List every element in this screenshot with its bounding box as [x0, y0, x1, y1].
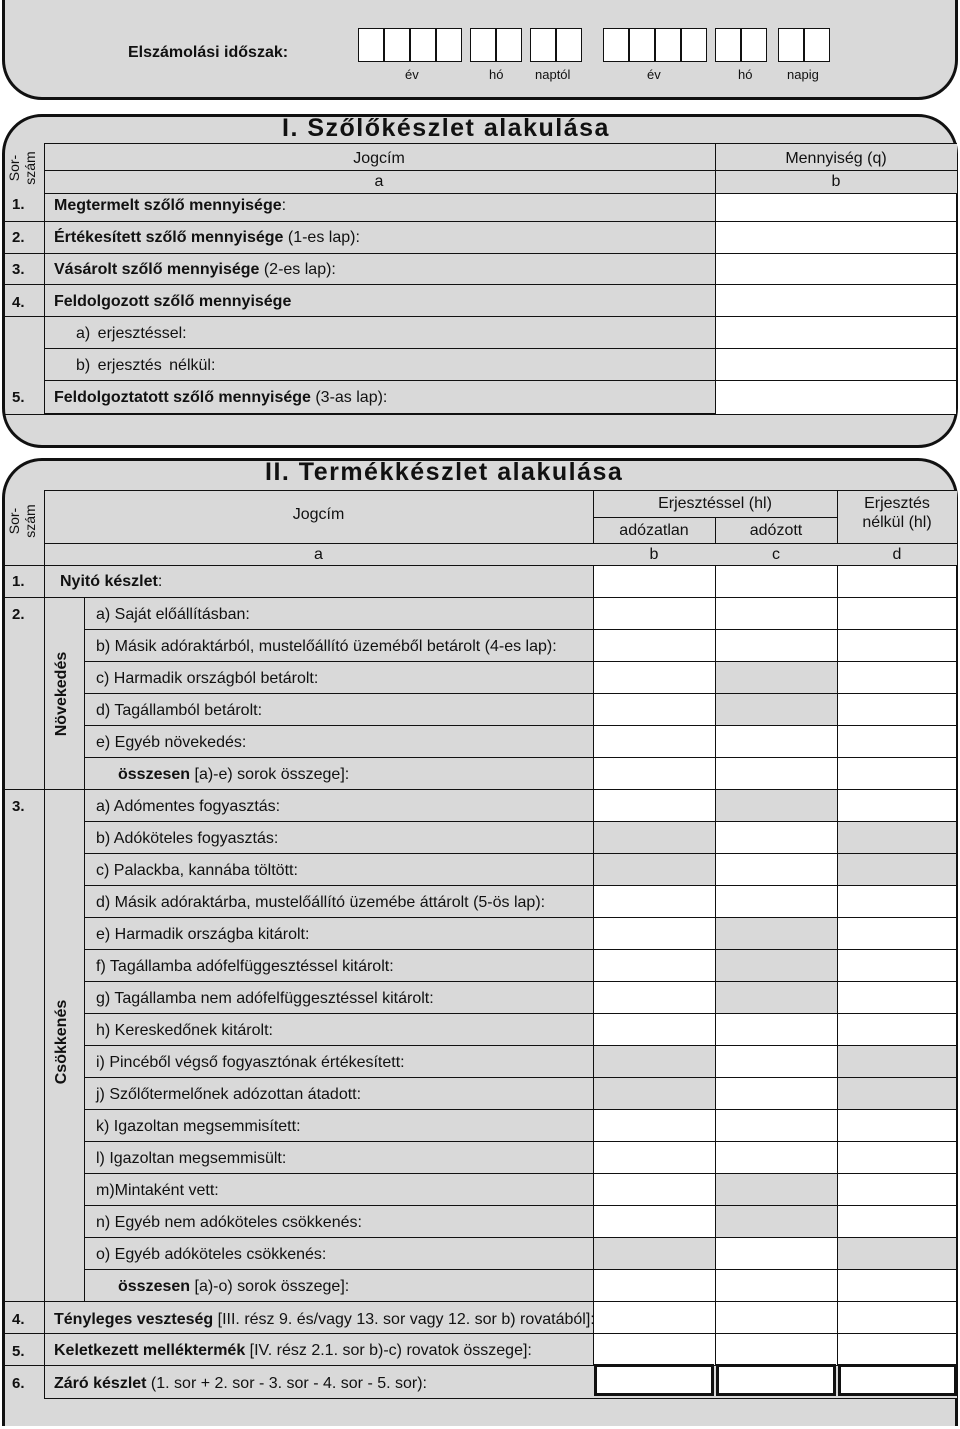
- section2-value-cell-c[interactable]: [715, 629, 838, 662]
- section2-col-b: b: [649, 546, 659, 563]
- section2-value-cell-c: [715, 917, 838, 950]
- section2-value-cell-c[interactable]: [715, 725, 838, 758]
- section2-value-cell-c[interactable]: [715, 1141, 838, 1174]
- section2-value-cell-d: [837, 1045, 957, 1078]
- section2-value-cell-d: [837, 821, 957, 854]
- section2-value-cell-c[interactable]: [715, 885, 838, 918]
- section2-col-d: d: [892, 546, 902, 563]
- section2-value-cell-b[interactable]: [593, 725, 716, 758]
- section2-sorszam-text: Sor- szám: [6, 504, 38, 538]
- csokkenes-row-label: g) Tagállamba nem adófelfüggesztéssel kitárolt:: [96, 990, 434, 1007]
- section1-col-mennyiseg: Mennyiség (q): [785, 150, 887, 167]
- section2-title: II. Termékkészlet alakulása: [265, 458, 624, 486]
- section2-row1-value-c[interactable]: [715, 565, 838, 598]
- section2-value-cell-d[interactable]: [837, 1269, 957, 1302]
- section2-value-cell-d[interactable]: [837, 789, 957, 822]
- section2-row1-label: Nyitó készlet:: [60, 573, 163, 590]
- csokkenes-total-label: összesen [a)-o) sorok összege]:: [118, 1278, 350, 1295]
- section2-value-cell-b[interactable]: [593, 789, 716, 822]
- section2-value-cell-b: [593, 1045, 716, 1078]
- section2-value-cell-b[interactable]: [593, 885, 716, 918]
- caption-ev-to: év: [647, 67, 661, 82]
- csokkenes-row-label: c) Palackba, kannába töltött:: [96, 862, 298, 879]
- section2-value-cell-c[interactable]: [715, 821, 838, 854]
- section2-value-cell-c[interactable]: [715, 597, 838, 630]
- section2-value-cell-d[interactable]: [837, 597, 957, 630]
- zaro-keszlet-value-d[interactable]: [838, 1364, 957, 1396]
- section1-row-label: Feldolgoztatott szőlő mennyisége (3-as lap):: [54, 389, 388, 406]
- section2-value-cell-c[interactable]: [715, 853, 838, 886]
- section1-row-label: Feldolgozott szőlő mennyisége: [54, 293, 292, 310]
- section2-value-cell-b: [593, 1237, 716, 1270]
- csokkenes-row-label: o) Egyéb adóköteles csökkenés:: [96, 1246, 327, 1263]
- section2-col-adozott: adózott: [749, 522, 803, 539]
- section2-row-num: 1.: [12, 573, 25, 590]
- section2-value-cell-d: [837, 1237, 957, 1270]
- section2-value-cell-d[interactable]: [837, 1013, 957, 1046]
- section1-value-4b[interactable]: [715, 348, 957, 381]
- section2-value-cell-b[interactable]: [593, 917, 716, 950]
- section2-bottom-row-label: Keletkezett melléktermék [IV. rész 2.1. sor b)-c) rovatok összege]:: [54, 1342, 532, 1359]
- section2-value-cell-d: [837, 853, 957, 886]
- section2-col-c: c: [772, 546, 780, 563]
- day-to-digit-2[interactable]: [804, 28, 830, 62]
- section2-value-cell-d[interactable]: [837, 661, 957, 694]
- section2-value-cell-d[interactable]: [837, 1205, 957, 1238]
- section2-col-erjesztes-nelkul-2: nélkül (hl): [862, 514, 932, 531]
- section1-row-num: 1.: [12, 196, 25, 213]
- section2-row1-value-b[interactable]: [593, 565, 716, 598]
- section2-value-cell-b[interactable]: [593, 1333, 716, 1366]
- caption-ho-from: hó: [489, 67, 504, 82]
- novekedes-label: Növekedés: [53, 651, 70, 737]
- section2-value-cell-d[interactable]: [837, 917, 957, 950]
- section2-value-cell-b[interactable]: [593, 661, 716, 694]
- section2-row-num: 6.: [12, 1375, 25, 1392]
- section1-row-num: 4.: [12, 294, 25, 311]
- section2-value-cell-b: [593, 1077, 716, 1110]
- section2-value-cell-d: [837, 1077, 957, 1110]
- month-from-digit-1[interactable]: [470, 28, 496, 62]
- section1-row-label: Megtermelt szőlő mennyisége:: [54, 197, 287, 214]
- novekedes-total-label: összesen [a)-e) sorok összege]:: [118, 766, 350, 783]
- caption-ho-to: hó: [738, 67, 753, 82]
- section2-value-cell-d[interactable]: [837, 1333, 957, 1366]
- csokkenes-row-label: l) Igazoltan megsemmisült:: [96, 1150, 287, 1167]
- section2-value-cell-d[interactable]: [837, 757, 957, 790]
- csokkenes-row-label: k) Igazoltan megsemmisített:: [96, 1118, 301, 1135]
- section1-value-4[interactable]: [715, 284, 957, 317]
- section2-value-cell-b[interactable]: [593, 949, 716, 982]
- section2-sorszam: [6, 492, 42, 550]
- section2-value-cell-d[interactable]: [837, 885, 957, 918]
- section2-value-cell-d[interactable]: [837, 693, 957, 726]
- section1-value-5[interactable]: [715, 380, 957, 415]
- year-to-digit-2[interactable]: [629, 28, 655, 62]
- csokkenes-row-label: e) Harmadik országba kitárolt:: [96, 926, 310, 943]
- section2-value-cell-b[interactable]: [593, 597, 716, 630]
- period-label: Elszámolási időszak:: [128, 44, 289, 61]
- section1-row-num: 2.: [12, 229, 25, 246]
- novekedes-row-label: a) Saját előállításban:: [96, 606, 250, 623]
- section2-row1-value-d[interactable]: [837, 565, 957, 598]
- section1-value-2[interactable]: [715, 221, 957, 254]
- year-from-digit-4[interactable]: [436, 28, 462, 62]
- year-to-digit-1[interactable]: [603, 28, 629, 62]
- csokkenes-row-label: d) Másik adóraktárba, mustelőállító üzemébe áttárolt (5-ös lap):: [96, 894, 546, 911]
- section1-header-line: [44, 170, 957, 171]
- section2-header-line: [44, 543, 957, 544]
- section2-value-cell-c: [715, 661, 838, 694]
- csokkenes-row-label: m)Mintaként vett:: [96, 1182, 219, 1199]
- section1-col-b: b: [831, 173, 841, 190]
- section2-value-cell-b[interactable]: [593, 1109, 716, 1142]
- novekedes-row-label: e) Egyéb növekedés:: [96, 734, 247, 751]
- section2-bottom-row-label: Záró készlet (1. sor + 2. sor - 3. sor - 4. sor - 5. sor):: [54, 1375, 427, 1392]
- novekedes-row-label: d) Tagállamból betárolt:: [96, 702, 263, 719]
- year-from-digit-1[interactable]: [358, 28, 384, 62]
- year-to-digit-3[interactable]: [655, 28, 681, 62]
- year-from-digit-2[interactable]: [384, 28, 410, 62]
- section1-row-num: 3.: [12, 261, 25, 278]
- section2-value-cell-c[interactable]: [715, 1301, 838, 1334]
- section1-title: I. Szőlőkészlet alakulása: [282, 114, 610, 142]
- section2-value-cell-d[interactable]: [837, 725, 957, 758]
- section2-value-cell-b[interactable]: [593, 1141, 716, 1174]
- caption-naptol: naptól: [535, 67, 571, 82]
- caption-ev-from: év: [405, 67, 419, 82]
- section1-row-label: Értékesített szőlő mennyisége (1-es lap):: [54, 229, 360, 246]
- zaro-keszlet-value-c[interactable]: [716, 1364, 836, 1396]
- day-from-digit-1[interactable]: [530, 28, 556, 62]
- section2-col-erjesztes-nelkul: Erjesztés: [864, 495, 930, 512]
- section2-value-cell-c[interactable]: [715, 1077, 838, 1110]
- section2-value-cell-c: [715, 1205, 838, 1238]
- section1-col-jogcim: Jogcím: [353, 150, 405, 167]
- section2-value-cell-b[interactable]: [593, 629, 716, 662]
- section1-value-1[interactable]: [715, 193, 957, 222]
- section2-bottom-row-label: Tényleges veszteség [III. rész 9. és/vagy 13. sor vagy 12. sor b) rovatából]:: [54, 1311, 595, 1328]
- section2-value-cell-c[interactable]: [715, 1109, 838, 1142]
- section2-value-cell-b[interactable]: [593, 1205, 716, 1238]
- section1-row-num: 5.: [12, 389, 25, 406]
- section2-col-a: a: [314, 546, 323, 563]
- year-to-digit-4[interactable]: [681, 28, 707, 62]
- section2-value-cell-c: [715, 981, 838, 1014]
- csokkenes-row-label: f) Tagállamba adófelfüggesztéssel kitárolt:: [96, 958, 394, 975]
- month-from-digit-2[interactable]: [496, 28, 522, 62]
- csokkenes-row-label: i) Pincéből végső fogyasztónak értékesített:: [96, 1054, 405, 1071]
- section1-row-label: Vásárolt szőlő mennyisége (2-es lap):: [54, 261, 336, 278]
- section2-value-cell-b[interactable]: [593, 1013, 716, 1046]
- section2-value-cell-c[interactable]: [715, 1045, 838, 1078]
- novekedes-row-label: b) Másik adóraktárból, mustelőállító üzeméből betárolt (4-es lap):: [96, 638, 557, 655]
- section2-row-num: 2.: [12, 606, 25, 623]
- csokkenes-label: Csökkenés: [53, 999, 70, 1085]
- caption-napig: napig: [787, 67, 819, 82]
- zaro-keszlet-value-b[interactable]: [594, 1364, 714, 1396]
- section2-value-cell-d[interactable]: [837, 1301, 957, 1334]
- section2-value-cell-d[interactable]: [837, 981, 957, 1014]
- section2-value-cell-b[interactable]: [593, 1301, 716, 1334]
- section2-value-cell-b[interactable]: [593, 1269, 716, 1302]
- day-to-digit-1[interactable]: [778, 28, 804, 62]
- section1-value-3[interactable]: [715, 253, 957, 285]
- section1-value-4a[interactable]: [715, 316, 957, 349]
- month-to-digit-1[interactable]: [715, 28, 741, 62]
- csokkenes-row-label: b) Adóköteles fogyasztás:: [96, 830, 279, 847]
- year-from-digit-3[interactable]: [410, 28, 436, 62]
- section2-value-cell-b: [593, 853, 716, 886]
- section1-sorszam: [6, 139, 42, 197]
- section2-col-adozatlan: adózatlan: [619, 522, 689, 539]
- day-from-digit-2[interactable]: [556, 28, 582, 62]
- section1-sorszam-text: Sor- szám: [6, 151, 38, 185]
- csokkenes-row-label: h) Kereskedőnek kitárolt:: [96, 1022, 273, 1039]
- section2-value-cell-b: [593, 821, 716, 854]
- section2-value-cell-d[interactable]: [837, 949, 957, 982]
- section1-col-a: a: [374, 173, 384, 190]
- section2-row-num: 3.: [12, 798, 25, 815]
- section2-value-cell-b[interactable]: [593, 981, 716, 1014]
- section1-row-label: b) erjesztés nélkül:: [76, 357, 216, 374]
- section2-value-cell-c: [715, 693, 838, 726]
- csokkenes-row-label: n) Egyéb nem adóköteles csökkenés:: [96, 1214, 362, 1231]
- month-to-digit-2[interactable]: [741, 28, 767, 62]
- section2-value-cell-c: [715, 789, 838, 822]
- section2-value-cell-b[interactable]: [593, 693, 716, 726]
- section2-value-cell-d[interactable]: [837, 1109, 957, 1142]
- section2-value-cell-c: [715, 949, 838, 982]
- novekedes-row-label: c) Harmadik országból betárolt:: [96, 670, 319, 687]
- section2-value-cell-b[interactable]: [593, 757, 716, 790]
- section2-value-cell-c[interactable]: [715, 1237, 838, 1270]
- section2-value-cell-c[interactable]: [715, 1269, 838, 1302]
- csokkenes-row-label: a) Adómentes fogyasztás:: [96, 798, 281, 815]
- section2-value-cell-d[interactable]: [837, 1173, 957, 1206]
- section2-value-cell-c[interactable]: [715, 1333, 838, 1366]
- section1-row-label: a) erjesztéssel:: [76, 325, 187, 342]
- csokkenes-row-label: j) Szőlőtermelőnek adózottan átadott:: [96, 1086, 362, 1103]
- section2-value-cell-c: [715, 1173, 838, 1206]
- section2-row-num: 4.: [12, 1311, 25, 1328]
- section2-value-cell-d[interactable]: [837, 629, 957, 662]
- section2-value-cell-c[interactable]: [715, 1013, 838, 1046]
- section2-value-cell-c[interactable]: [715, 757, 838, 790]
- section2-col-jogcim: Jogcím: [292, 506, 345, 523]
- section2-row-num: 5.: [12, 1343, 25, 1360]
- section2-col-erjesztessel: Erjesztéssel (hl): [658, 495, 772, 512]
- section2-header-line: [593, 517, 837, 518]
- section2-value-cell-d[interactable]: [837, 1141, 957, 1174]
- section2-value-cell-b[interactable]: [593, 1173, 716, 1206]
